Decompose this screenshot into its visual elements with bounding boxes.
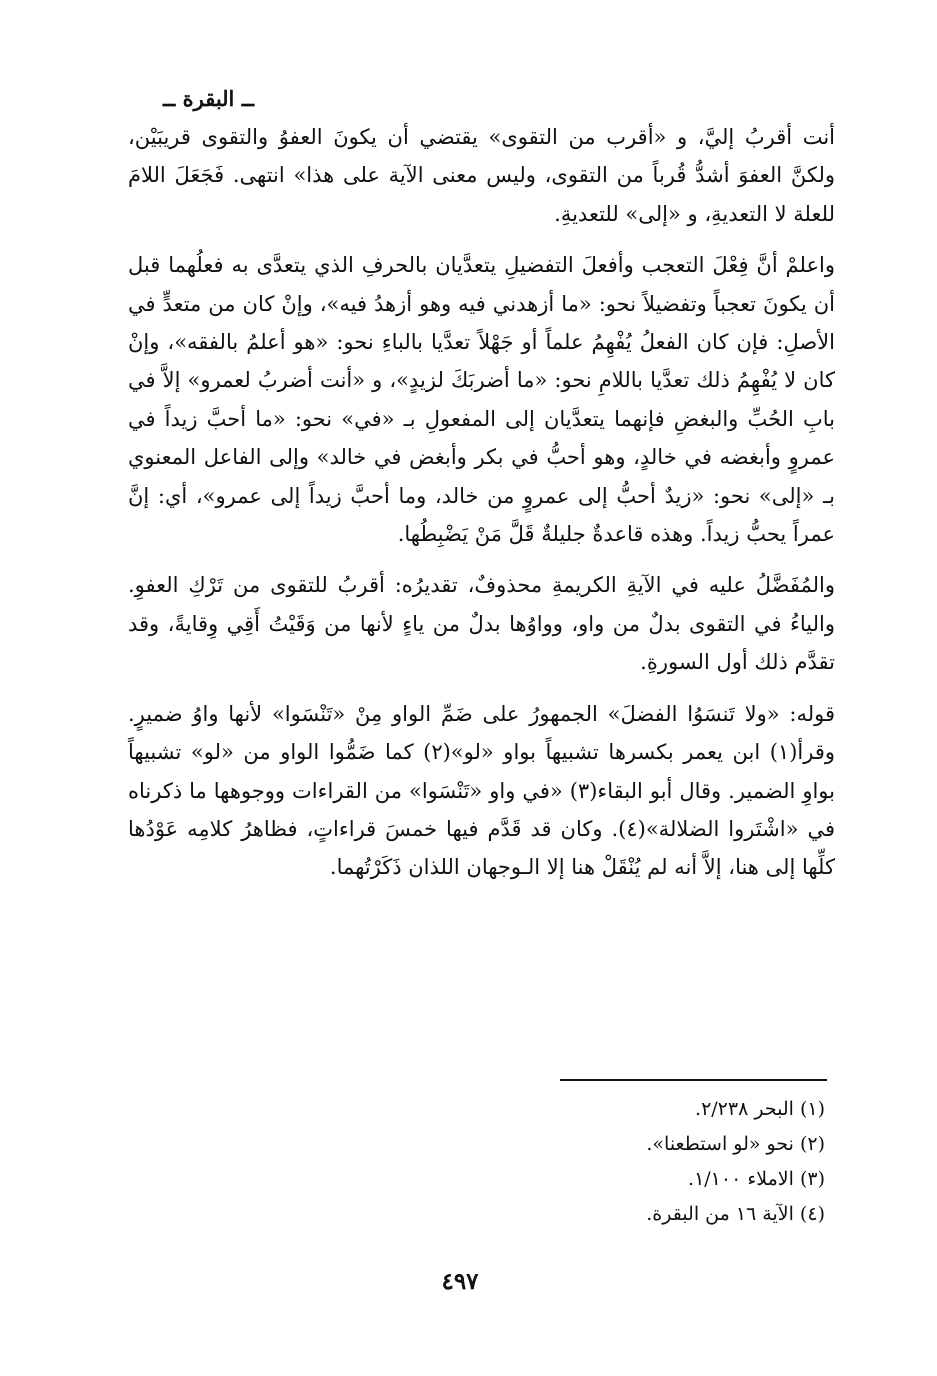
running-header: ــ البقرة ــ xyxy=(162,86,254,111)
footnote: (٤) الآية ١٦ من البقرة. xyxy=(646,1203,825,1225)
footnote-divider xyxy=(560,1079,827,1081)
main-text xyxy=(128,118,835,887)
page-number: ٤٩٧ xyxy=(441,1268,479,1295)
paragraph: قوله: «ولا تَنسَوُا الفضلَ» الجمهورُ على ضَمِّ الواو مِنْ «تَنْسَوا» لأنها واوُ ضميرٍ. وقرأ(١) ابن يعمر بكسرها تشبيهاً بواو «لو»(٢) كما ضَمُّوا الواو من «لو» تشبيهاً بواوِ الضمير. وقال أبو البقاء(٣) «في واو «تَنْسَوا» من القراءات ووجوهها ما ذكرناه في «اشْتَروا الضلالة»(٤). وكان قد قَدَّم فيها خمسَ قراءاتٍ، فظاهرُ كلامِه عَوْدُها كلِّها إلى هنا، إلاَّ أنه لم يُنْقَلْ هنا إلا الـوجهان اللذان ذَكَرْتُهما. xyxy=(128,701,835,880)
footnotes xyxy=(425,1092,825,1232)
footnote: (١) البحر ٢/٢٣٨. xyxy=(695,1098,825,1120)
paragraph: والمُفَضَّلُ عليه في الآيةِ الكريمةِ محذوفٌ، تقديرُه: أقربُ للتقوى من تَرْكِ العفوِ. والياءُ في التقوى بدلٌ من واو، وواوُها بدلٌ من ياءٍ لأنها من وَقَيْتُ أَقِي وِقايةً، وقد تقدَّم ذلك أول السورةِ. xyxy=(128,573,835,675)
footnote: (٣) الاملاء ١/١٠٠. xyxy=(688,1168,825,1190)
footnote: (٢) نحو «لو استطعنا». xyxy=(646,1133,825,1155)
paragraph: واعلمْ أنَّ فِعْلَ التعجب وأفعلَ التفضيلِ يتعدَّيان بالحرفِ الذي يتعدَّى به فعلُهما قبل أن يكونَ تعجباً وتفضيلاً نحو: «ما أزهدني فيه وهو أزهدُ فيه»، وإنْ كان من متعدٍّ في الأصلِ: فإن كان الفعلُ يُفْهِمُ علماً أو جَهْلاً تعدَّيا بالباءِ نحو: «هو أعلمُ بالفقه»، وإنْ كان لا يُفْهِمُ ذلك تعدَّيا باللامِ نحو: «ما أضربَكَ لزيدٍ»، و «أنت أضربُ لعمرو» إلاَّ في بابِ الحُبِّ والبغضِ فإنهما يتعدَّيان إلى المفعولِ بـ «في» نحو: «ما أحبَّ زيداً في عمروٍ وأبغضه في خالدٍ، وهو أحبُّ في بكر وأبغض في خالد» وإلى الفاعل المعنوي بـ «إلى» نحو: «زيدٌ أحبُّ إلى عمروٍ من خالد، وما أحبَّ زيداً إلى عمرو»، أي: إنَّ عمراً يحبُّ زيداً. وهذه قاعدةٌ جليلةٌ قَلَّ مَنْ يَضْبِطُها. xyxy=(128,253,835,547)
paragraph: أنت أقربُ إليَّ، و «أقرب من التقوى» يقتضي أن يكونَ العفوُ والتقوى قريبَيْن، ولكنَّ العفوَ أشدُّ قُرباً من التقوى، وليس معنى الآية على هذا» انتهى. فَجَعَلَ اللامَ للعلة لا التعديةِ، و «إلى» للتعديةِ. xyxy=(128,125,835,226)
